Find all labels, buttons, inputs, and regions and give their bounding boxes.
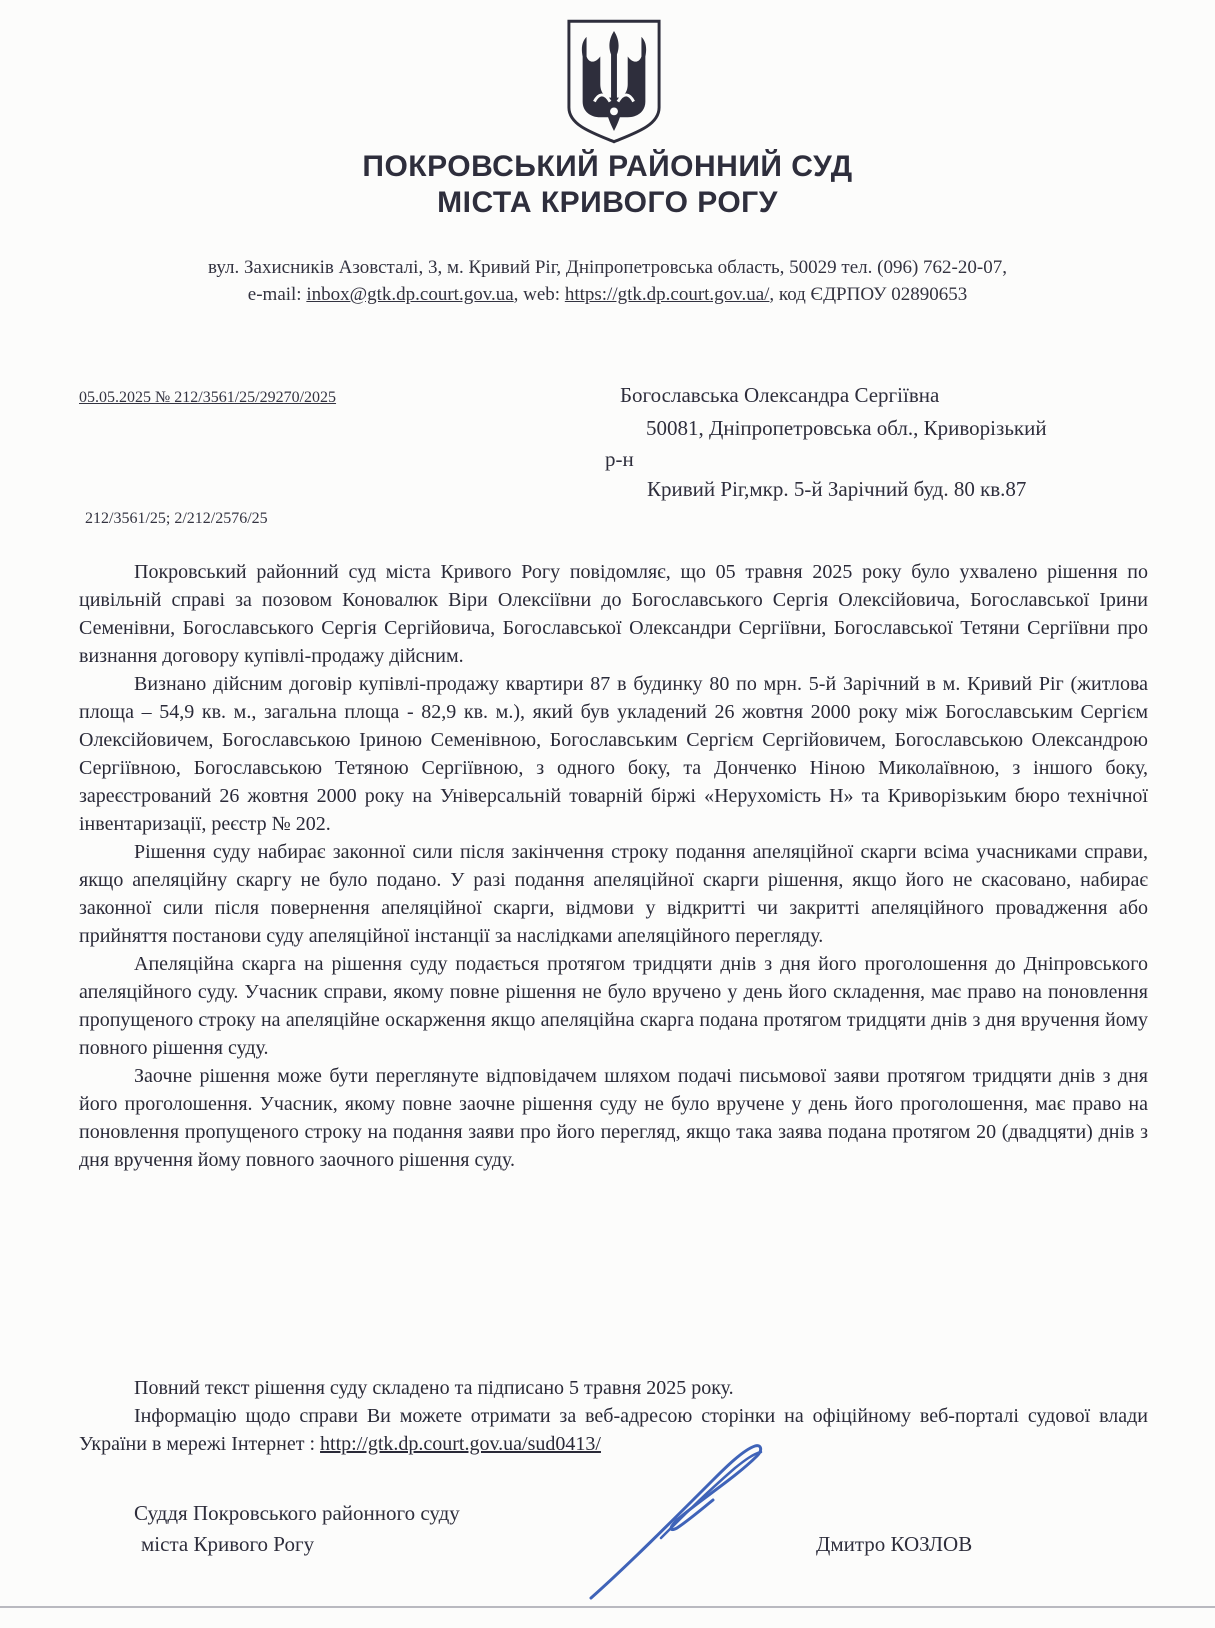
judge-name: Дмитро КОЗЛОВ <box>816 1532 973 1556</box>
recipient-address-line: 50081, Дніпропетровська обл., Криворізький <box>646 416 1047 440</box>
website-link[interactable]: https://gtk.dp.court.gov.ua/ <box>564 284 770 305</box>
court-name-line2: МІСТА КРИВОГО РОГУ <box>437 186 778 219</box>
edrpou-code: , код ЄДРПОУ 02890653 <box>769 284 968 305</box>
paragraph-default-judgment: Заочне рішення може бути переглянуте відповідачем шляхом подачі письмової заяви протягом тридцяти днів з дня його проголошення. Учасник, якому повне заочне рішення суду не було вручене у день його проголошення, має право на поновлення пропущеного строку на подання заяви про його перегляд, якщо така заява подана протягом 20 (двадцяти) днів з дня вручення йому повного заочного рішення суду. <box>79 1065 1148 1171</box>
coat-of-arms-icon <box>565 16 663 146</box>
paragraph-legal-force: Рішення суду набирає законної сили після закінчення строку подання апеляційної скарги всіма учасниками справи, якщо апеляційну скаргу не було подано. У разі подання апеляційної скарги рішення, якщо його не скасовано, набирає законної сили після повернення апеляційної скарги, відмови у відкритті чи закритті апеляційного провадження або прийняття постанови суду апеляційної інстанції за наслідками апеляційного перегляду. <box>79 841 1148 947</box>
court-name-line1: ПОКРОВСЬКИЙ РАЙОННИЙ СУД <box>362 150 853 183</box>
handwritten-signature <box>585 1440 775 1605</box>
paragraph-appeal: Апеляційна скарга на рішення суду подається протягом тридцяти днів з дня його проголошення до Дніпровського апеляційного суду. Учасник справи, якому повне рішення не було вручено у день його складення, має право на поновлення пропущеного строку на апеляційне оскарження якщо апеляційна скарга подана протягом тридцяти днів з дня вручення йому повного рішення суду. <box>79 953 1148 1059</box>
letter-body <box>79 558 1148 1174</box>
recipient-name: Богославська Олександра Сергіївна <box>620 383 940 407</box>
court-address: вул. Захисників Азовсталі, 3, м. Кривий Ріг, Дніпропетровська область, 50029 тел. (096) 762-20-07, <box>208 257 1007 278</box>
email-prefix: e-mail: <box>247 284 307 305</box>
email-link[interactable]: inbox@gtk.dp.court.gov.ua <box>306 284 514 305</box>
outgoing-number: 05.05.2025 № 212/3561/25/29270/2025 <box>79 389 337 406</box>
recipient-district: р-н <box>605 447 634 471</box>
scan-edge <box>0 1606 1215 1608</box>
paragraph-decision: Визнано дійсним договір купівлі-продажу квартири 87 в будинку 80 по мрн. 5-й Зарічний в м. Кривий Ріг (житлова площа – 54,9 кв. м., загальна площа - 82,9 кв. м.), який був укладений 26 жовтня 2000 року між Богославським Сергієм Олексійовичем, Богославською Іриною Семенівною, Богославським Сергієм Сергійовичем, Богославською Олександрою Сергіївною, Богославською Тетяною Сергіївною, з одного боку, та Донченко Ніною Миколаївною, з іншого боку, зареєстрований 26 жовтня 2000 року на Універсальній товарній біржі «Нерухомість Н» та Криворізьким бюро технічної інвентаризації, реєстр № 202. <box>79 673 1148 835</box>
judge-title-line1: Суддя Покровського районного суду <box>134 1501 460 1525</box>
full-text-note: Повний текст рішення суду складено та підписано 5 травня 2025 року. <box>134 1377 734 1399</box>
web-prefix: , web: <box>513 284 565 305</box>
judge-title-line2: міста Кривого Рогу <box>141 1532 315 1556</box>
court-contacts <box>0 284 1215 306</box>
paragraph-notice: Покровський районний суд міста Кривого Рогу повідомляє, що 05 травня 2025 року було ухвалено рішення по цивільній справі за позовом Коновалюк Віри Олексіївни до Богославського Сергія Олексійовича, Богославської Ірини Семенівни, Богославського Сергія Сергійовича, Богославської Олександри Сергіївни, Богославської Тетяни Сергіївни про визнання договору купівлі-продажу дійсним. <box>79 561 1148 667</box>
recipient-street: Кривий Ріг,мкр. 5-й Зарічний буд. 80 кв.87 <box>647 477 1027 501</box>
case-info-link[interactable]: http://gtk.dp.court.gov.ua/sud0413/ <box>320 1433 601 1455</box>
info-text: Інформацію щодо справи Ви можете отримати за веб-адресою сторінки на офіційному веб-порталі судової влади України в мережі Інтернет : <box>79 1405 1148 1455</box>
case-numbers: 212/3561/25; 2/212/2576/25 <box>85 510 268 527</box>
